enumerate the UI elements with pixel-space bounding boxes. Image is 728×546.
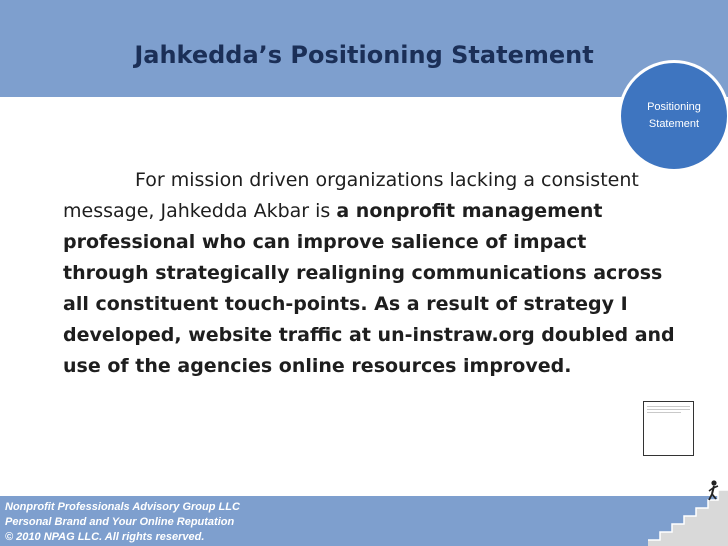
- positioning-statement: [63, 165, 678, 382]
- statement-intro: For mission driven organizations lacking a consistent message, Jahkedda Akbar is: [63, 169, 639, 222]
- statement-bold: a nonprofit management professional who can improve salience of impact through strategically realigning communications across all constituent touch-points. As a result of strategy I developed, website traffic at un-instraw.org doubled and use of the agencies online resources improved.: [63, 200, 675, 377]
- badge-line-2: Statement: [648, 118, 700, 130]
- staircase-climber-icon: [648, 470, 728, 546]
- slide-title: Jahkedda’s Positioning Statement: [134, 41, 594, 69]
- section-badge: [618, 60, 728, 172]
- footer-text: [5, 500, 240, 545]
- thumbnail-image: [643, 401, 694, 456]
- footer-line-3: © 2010 NPAG LLC. All rights reserved.: [5, 531, 205, 543]
- footer-line-1: Nonprofit Professionals Advisory Group LLC: [5, 501, 240, 513]
- footer-line-2: Personal Brand and Your Online Reputation: [5, 516, 235, 528]
- badge-line-1: Positioning: [647, 101, 701, 113]
